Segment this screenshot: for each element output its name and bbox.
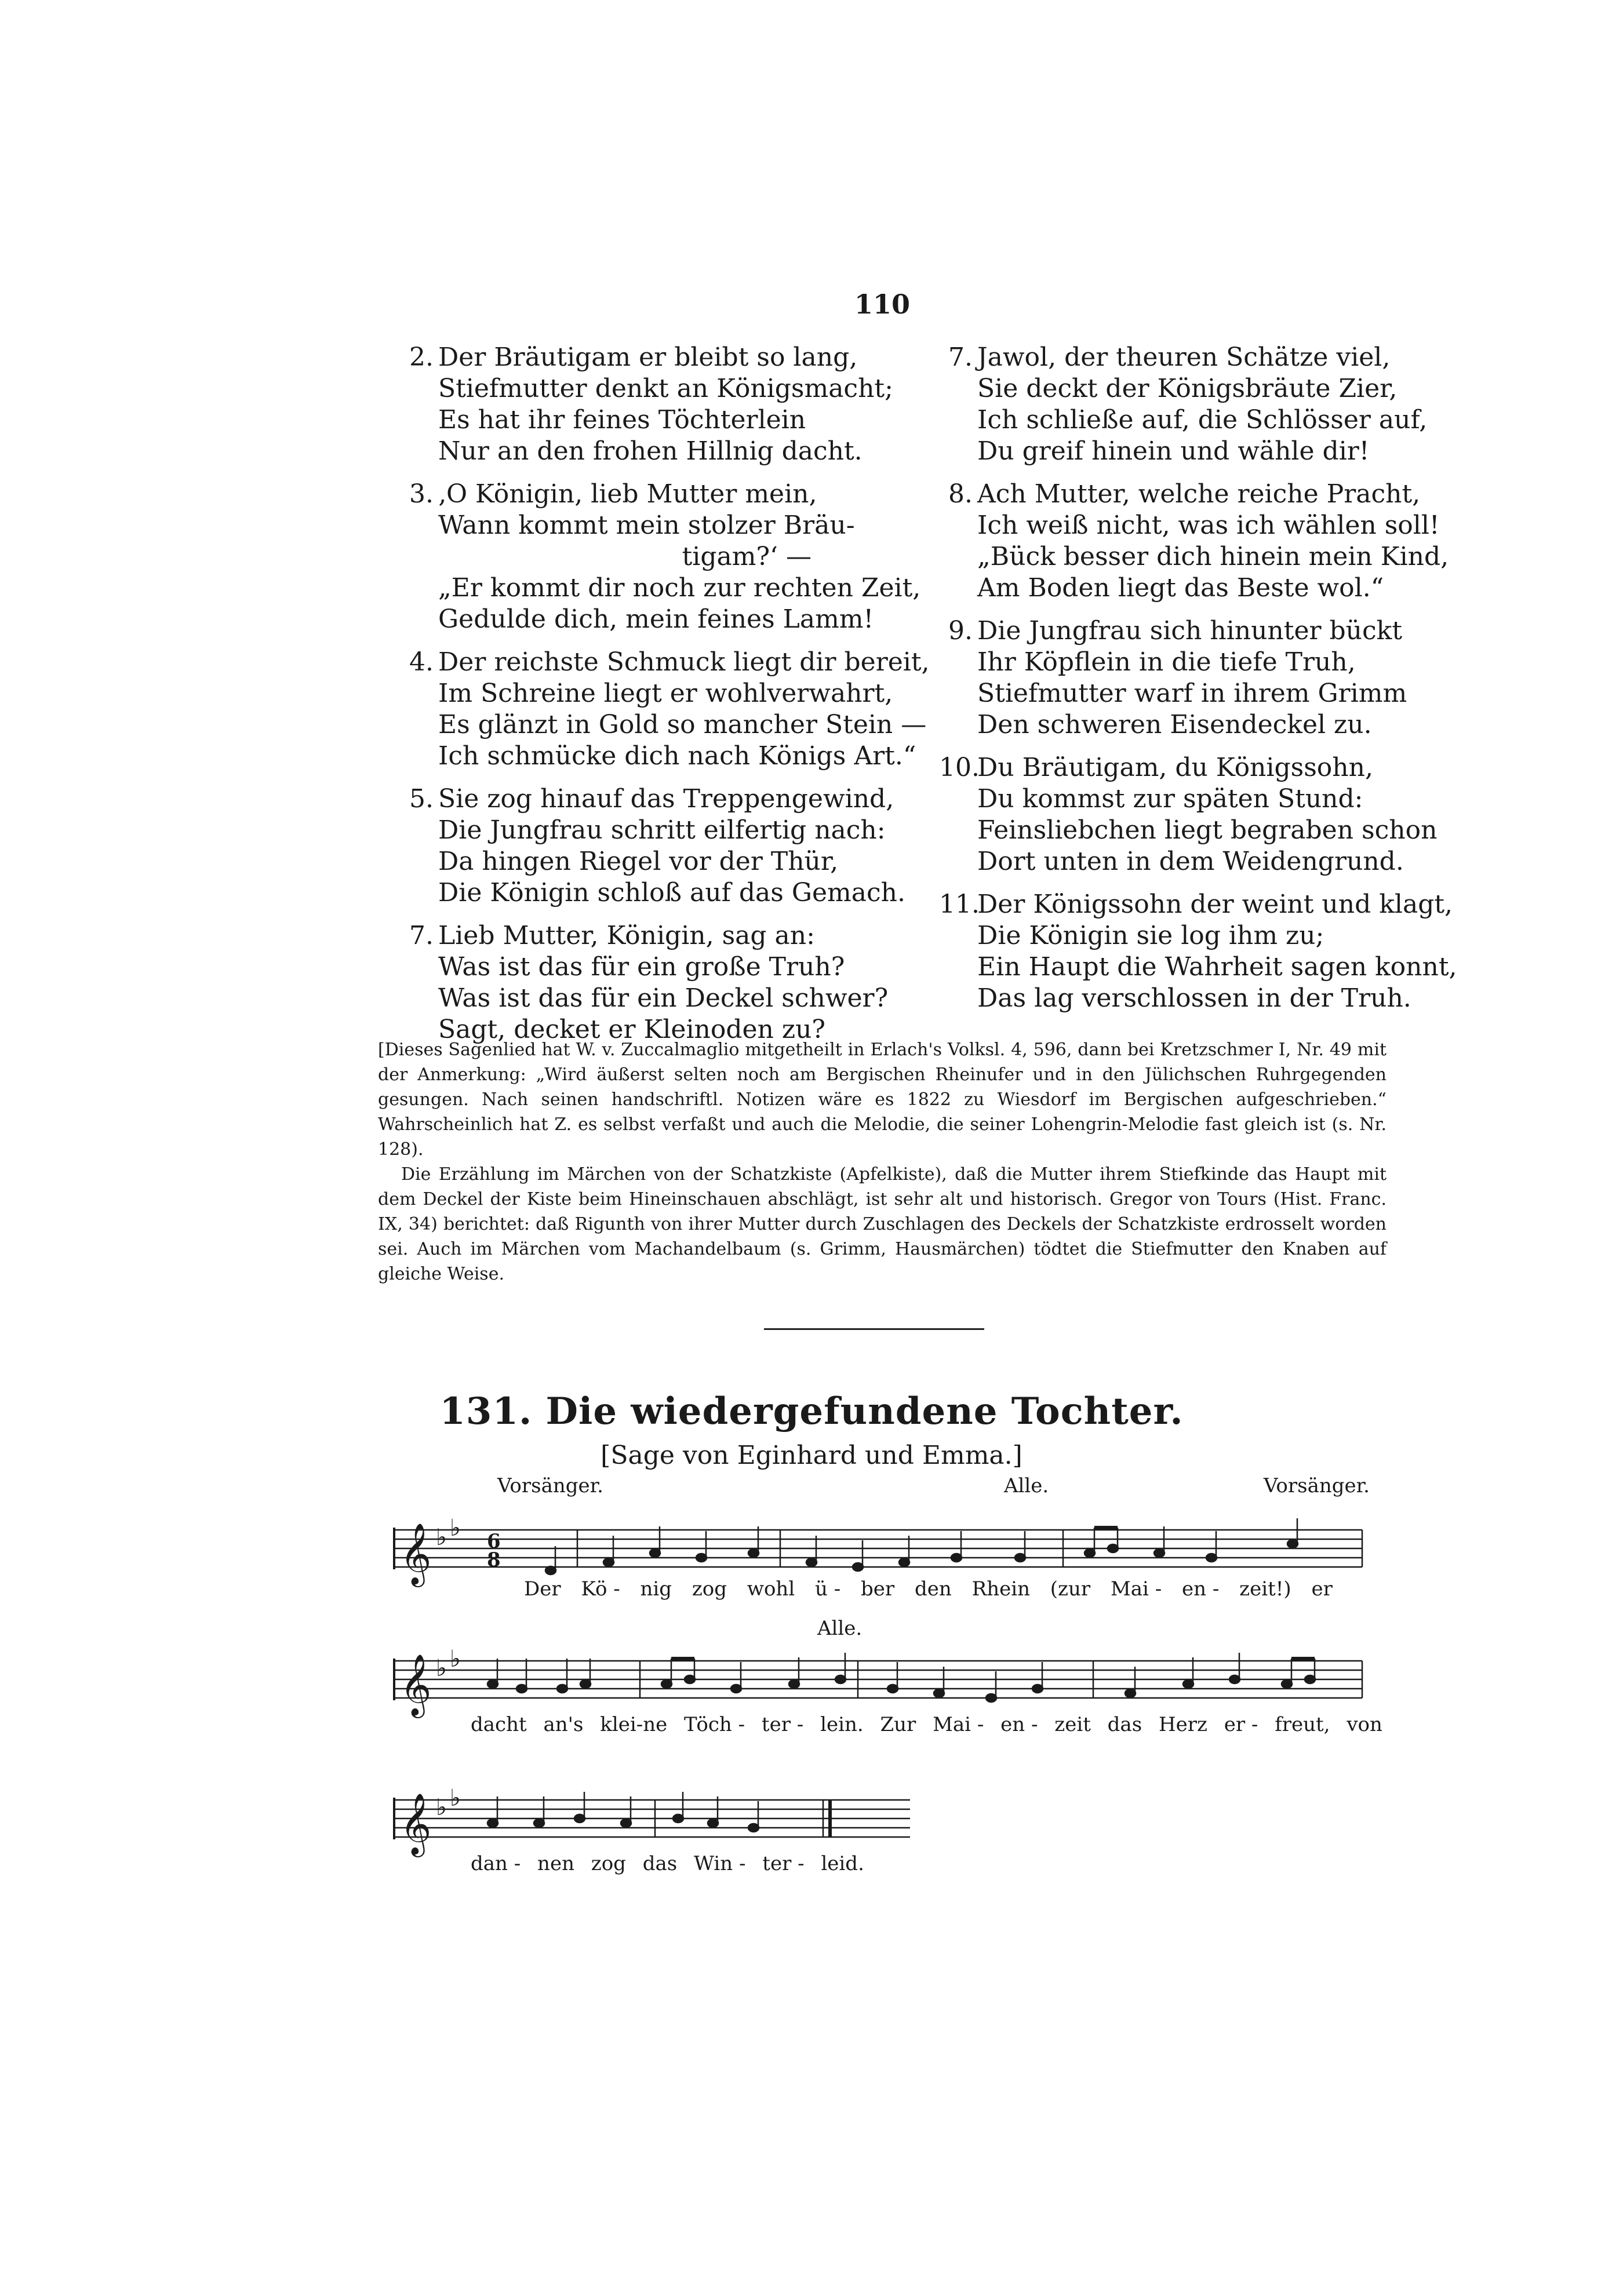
lyric-syllable: ter - bbox=[761, 1713, 804, 1736]
verse-line: Du kommst zur späten Stund: bbox=[977, 784, 1363, 814]
lyric-syllable: zeit!) bbox=[1239, 1577, 1291, 1601]
verse-line: Die Königin schloß auf das Gemach. bbox=[438, 878, 905, 908]
staff-system-3 bbox=[394, 1785, 910, 1857]
stanza-number: 5. bbox=[409, 784, 434, 814]
lyric-syllable: den bbox=[914, 1577, 952, 1601]
verse-line: Du greif hinein und wähle dir! bbox=[977, 436, 1370, 466]
vorsaenger-label: Vorsänger. bbox=[497, 1474, 603, 1497]
verse-line: Das lag verschlossen in der Truh. bbox=[977, 983, 1411, 1013]
stanza-number: 11. bbox=[939, 890, 980, 919]
stanza-number: 10. bbox=[939, 753, 980, 782]
alle-label: Alle. bbox=[817, 1617, 863, 1640]
flat-icon: ♭ bbox=[436, 1794, 447, 1821]
verse-line: Lieb Mutter, Königin, sag an: bbox=[438, 921, 815, 950]
lyric-syllable: Mai - bbox=[933, 1713, 984, 1736]
verse-line: Den schweren Eisendeckel zu. bbox=[977, 710, 1372, 739]
verse-line: Du Bräutigam, du Königssohn, bbox=[977, 753, 1373, 782]
verse-line: Sie zog hinauf das Treppengewind, bbox=[438, 784, 894, 814]
verse-line: Da hingen Riegel vor der Thür, bbox=[438, 847, 839, 876]
lyric-syllable: Win - bbox=[694, 1852, 746, 1875]
verse-line: Die Jungfrau schritt eilfertig nach: bbox=[438, 815, 886, 845]
lyric-syllable: Zur bbox=[880, 1713, 916, 1736]
lyrics-line-1 bbox=[524, 1577, 1364, 1601]
lyric-syllable: (zur bbox=[1050, 1577, 1091, 1601]
verse-line: Es hat ihr feines Töchterlein bbox=[438, 405, 806, 435]
stanza-number: 7. bbox=[409, 921, 434, 950]
verse-line: Ich weiß nicht, was ich wählen soll! bbox=[977, 511, 1440, 540]
stanza-number: 3. bbox=[409, 479, 434, 509]
lyrics-line-3 bbox=[471, 1852, 876, 1875]
stanza-number: 2. bbox=[409, 342, 434, 372]
notes-system-1 bbox=[545, 1518, 1298, 1575]
flat-icon: ♭ bbox=[450, 1785, 461, 1812]
verse-line: Der Königssohn der weint und klagt, bbox=[977, 890, 1453, 919]
lyric-syllable: ü - bbox=[815, 1577, 841, 1601]
lyric-syllable: Der bbox=[524, 1577, 561, 1601]
verse-line: Dort unten in dem Weidengrund. bbox=[977, 847, 1404, 876]
verse-line: Am Boden liegt das Beste wol.“ bbox=[977, 573, 1384, 603]
lyric-syllable: Herz bbox=[1158, 1713, 1207, 1736]
time-signature-bottom: 8 bbox=[487, 1548, 501, 1572]
lyric-syllable: er - bbox=[1224, 1713, 1258, 1736]
lyric-syllable: zog bbox=[692, 1577, 727, 1601]
verse-line: Der Bräutigam er bleibt so lang, bbox=[438, 342, 858, 372]
stanza-number: 8. bbox=[948, 479, 973, 509]
lyric-syllable: nen bbox=[537, 1852, 574, 1875]
lyric-syllable: Rhein bbox=[971, 1577, 1030, 1601]
verse-line: Jawol, der theuren Schätze viel, bbox=[977, 342, 1391, 372]
treble-clef-icon: 𝄞 bbox=[400, 1653, 432, 1715]
song-title: 131. Die wiedergefundene Tochter. bbox=[439, 1390, 1184, 1433]
lyrics-line-2 bbox=[471, 1713, 1382, 1736]
verse-line: Gedulde dich, mein feines Lamm! bbox=[438, 604, 874, 634]
lyric-syllable: Töch - bbox=[684, 1713, 745, 1736]
time-signature-top: 6 bbox=[487, 1530, 501, 1553]
flat-icon: ♭ bbox=[450, 1515, 461, 1541]
lyric-syllable: ber bbox=[861, 1577, 895, 1601]
verse-line: ‚O Königin, lieb Mutter mein, bbox=[438, 479, 817, 509]
verse-line: Ich schmücke dich nach Königs Art.“ bbox=[438, 741, 916, 771]
stanza-number: 9. bbox=[948, 616, 973, 646]
treble-clef-icon: 𝄞 bbox=[400, 1522, 432, 1584]
lyric-syllable: das bbox=[642, 1852, 678, 1875]
note-paragraph: [Dieses Sagenlied hat W. v. Zuccalmaglio mitgetheilt in Erlach's Volksl. 4, 596, dann bei Kretzschmer I, Nr. 49 mit der Anmerkung: „Wird äußerst selten noch am Bergischen Rheinufer und in den Jülichschen Ruhrgegenden gesungen. Nach seinen handschriftl. Notizen wäre es 1822 zu Wiesdorf im Bergischen aufgeschrieben.“ Wahrscheinlich hat Z. es selbst verfaßt und auch die Melodie, die seiner Lohengrin-Melodie fast gleich ist (s. Nr. 128). bbox=[378, 1040, 1387, 1160]
lyric-syllable: Mai - bbox=[1110, 1577, 1162, 1601]
lyric-syllable: en - bbox=[1182, 1577, 1220, 1601]
verse-line: Sie deckt der Königsbräute Zier, bbox=[977, 374, 1398, 403]
verse-line-continuation: tigam?‘ — bbox=[682, 542, 812, 571]
stanza-number: 7. bbox=[948, 342, 973, 372]
note-paragraph: Die Erzählung im Märchen von der Schatzkiste (Apfelkiste), daß die Mutter ihrem Stiefkinde das Haupt mit dem Deckel der Kiste beim Hineinschauen abschlägt, ist sehr alt und historisch. Gregor von Tours (Hist. Franc. IX, 34) berichtet: daß Rigunth von ihrer Mutter durch Zuschlagen des Deckels der Schatzkiste erdrosselt worden sei. Auch im Märchen vom Machandelbaum (s. Grimm, Hausmärchen) tödtet die Stiefmutter den Knaben auf gleiche Weise. bbox=[378, 1164, 1387, 1284]
verse-line: Ich schließe auf, die Schlösser auf, bbox=[977, 405, 1428, 435]
stanza-number: 4. bbox=[409, 647, 434, 677]
vorsaenger-label: Vorsänger. bbox=[1264, 1474, 1370, 1497]
lyric-syllable: dacht bbox=[471, 1713, 527, 1736]
staff-system-2 bbox=[394, 1646, 1362, 1718]
lyric-syllable: dan - bbox=[471, 1852, 521, 1875]
lyric-syllable: zeit bbox=[1054, 1713, 1091, 1736]
alle-label: Alle. bbox=[1004, 1474, 1049, 1497]
verse-line: Ach Mutter, welche reiche Pracht, bbox=[977, 479, 1421, 509]
lyric-syllable: freut, bbox=[1275, 1713, 1330, 1736]
verse-line: Was ist das für ein Deckel schwer? bbox=[438, 983, 889, 1013]
lyric-syllable: er bbox=[1311, 1577, 1333, 1601]
treble-clef-icon: 𝄞 bbox=[400, 1792, 432, 1854]
flat-icon: ♭ bbox=[436, 1655, 447, 1682]
verse-line: Stiefmutter warf in ihrem Grimm bbox=[977, 679, 1407, 708]
verse-line: Was ist das für ein große Truh? bbox=[438, 952, 845, 982]
lyric-syllable: das bbox=[1107, 1713, 1142, 1736]
verse-line: „Er kommt dir noch zur rechten Zeit, bbox=[438, 573, 921, 603]
verse-line: Im Schreine liegt er wohlverwahrt, bbox=[438, 679, 893, 708]
lyric-syllable: klei-ne bbox=[600, 1713, 668, 1736]
flat-icon: ♭ bbox=[436, 1524, 447, 1551]
page-number: 110 bbox=[854, 289, 911, 320]
lyric-syllable: Kö - bbox=[581, 1577, 620, 1601]
lyric-syllable: an's bbox=[543, 1713, 584, 1736]
lyric-syllable: lein. bbox=[820, 1713, 864, 1736]
verse-line: Wann kommt mein stolzer Bräu- bbox=[438, 511, 855, 540]
lyric-syllable: ter - bbox=[762, 1852, 805, 1875]
lyric-syllable: nig bbox=[640, 1577, 672, 1601]
lyric-syllable: zog bbox=[591, 1852, 626, 1875]
verse-line: Die Jungfrau sich hinunter bückt bbox=[977, 616, 1403, 646]
verse-line: Nur an den frohen Hillnig dacht. bbox=[438, 436, 863, 466]
verse-line: Sagt, decket er Kleinoden zu? bbox=[438, 1015, 825, 1044]
verse-line: Feinsliebchen liegt begraben schon bbox=[977, 815, 1438, 845]
song-subtitle: [Sage von Eginhard und Emma.] bbox=[601, 1441, 1022, 1470]
verse-line: Es glänzt in Gold so mancher Stein — bbox=[438, 710, 927, 739]
lyric-syllable: leid. bbox=[821, 1852, 864, 1875]
lyric-syllable: wohl bbox=[747, 1577, 795, 1601]
staff-system-1 bbox=[394, 1515, 1362, 1587]
verse-line: Der reichste Schmuck liegt dir bereit, bbox=[438, 647, 930, 677]
verse-line: Stiefmutter denkt an Königsmacht; bbox=[438, 374, 893, 403]
flat-icon: ♭ bbox=[450, 1646, 461, 1672]
notes-system-3 bbox=[487, 1792, 759, 1832]
lyric-syllable: en - bbox=[1000, 1713, 1038, 1736]
verse-line: „Bück besser dich hinein mein Kind, bbox=[977, 542, 1449, 571]
lyric-syllable: von bbox=[1347, 1713, 1382, 1736]
verse-line: Ihr Köpflein in die tiefe Truh, bbox=[977, 647, 1356, 677]
verse-line: Die Königin sie log ihm zu; bbox=[977, 921, 1324, 950]
verse-line: Ein Haupt die Wahrheit sagen konnt, bbox=[977, 952, 1457, 982]
